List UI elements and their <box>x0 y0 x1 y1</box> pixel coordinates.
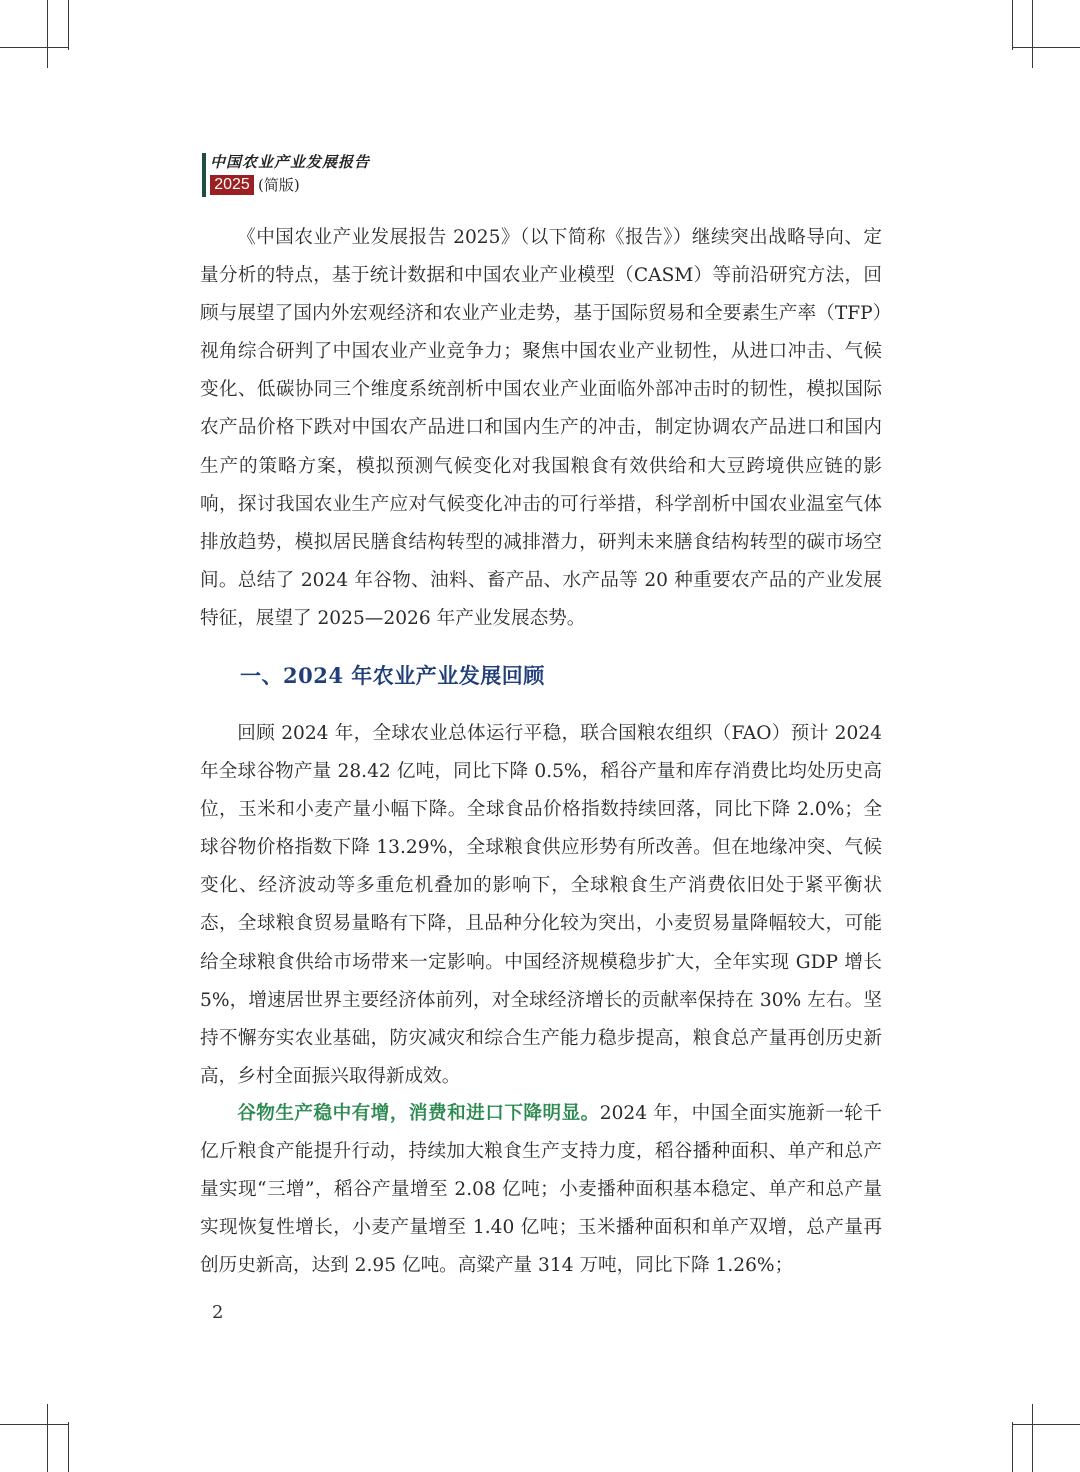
grain-paragraph <box>200 1095 882 1285</box>
crop-mark-top-left-h <box>0 47 68 48</box>
grain-highlight: 谷物生产稳中有增，消费和进口下降明显。 <box>237 1103 600 1124</box>
year-badge: 2025 <box>210 175 254 195</box>
crop-mark-bottom-left-v <box>47 1404 48 1472</box>
edition-label: (简版) <box>258 176 300 194</box>
crop-mark-top-right-v <box>1032 0 1033 68</box>
crop-mark-top-left-v2 <box>68 0 69 50</box>
crop-mark-bottom-right-h <box>1012 1424 1080 1425</box>
crop-mark-bottom-right-v2 <box>1012 1422 1013 1472</box>
header-accent-bar <box>202 153 206 197</box>
crop-mark-bottom-left-h <box>0 1424 68 1425</box>
intro-paragraph: 《中国农业产业发展报告 2025》（以下简称《报告》）继续突出战略导向、定量分析的特点，基于统计数据和中国农业产业模型（CASM）等前沿研究方法，回顾与展望了国内外宏观经济和农业产业走势，基于国际贸易和全要素生产率（TFP）视角综合研判了中国农业产业竞争力；聚焦中国农业产业韧性，从进口冲击、气候变化、低碳协同三个维度系统剖析中国农业产业面临外部冲击时的韧性，模拟国际农产品价格下跌对中国农产品进口和国内生产的冲击，制定协调农产品进口和国内生产的策略方案，模拟预测气候变化对我国粮食有效供给和大豆跨境供应链的影响，探讨我国农业生产应对气候变化冲击的可行举措，科学剖析中国农业温室气体排放趋势，模拟居民膳食结构转型的减排潜力，研判未来膳食结构转型的碳市场空间。总结了 2024 年谷物、油料、畜产品、水产品等 20 种重要农产品的产业发展特征，展望了 2025—2026 年产业发展态势。 <box>200 227 882 629</box>
section-heading: 一、2024 年农业产业发展回顾 <box>240 663 545 688</box>
report-title: 中国农业产业发展报告 <box>210 153 371 171</box>
crop-mark-bottom-left-v2 <box>68 1422 69 1472</box>
crop-mark-top-right-h <box>1012 47 1080 48</box>
page-number: 2 <box>212 1302 224 1323</box>
crop-mark-top-left-v <box>47 0 48 68</box>
crop-mark-top-right-v2 <box>1012 0 1013 50</box>
crop-mark-bottom-right-v <box>1032 1404 1033 1472</box>
review-paragraph: 回顾 2024 年，全球农业总体运行平稳，联合国粮农组织（FAO）预计 2024 年全球谷物产量 28.42 亿吨，同比下降 0.5%，稻谷产量和库存消费比均处历史高位，玉米和小麦产量小幅下降。全球食品价格指数持续回落，同比下降 2.0%；全球谷物价格指数下降 13.29%，全球粮食供应形势有所改善。但在地缘冲突、气候变化、经济波动等多重危机叠加的影响下，全球粮食生产消费依旧处于紧平衡状态，全球粮食贸易量略有下降，且品种分化较为突出，小麦贸易量降幅较大，可能给全球粮食供给市场带来一定影响。中国经济规模稳步扩大，全年实现 GDP 增长 5%，增速居世界主要经济体前列，对全球经济增长的贡献率保持在 30% 左右。坚持不懈夯实农业基础，防灾减灾和综合生产能力稳步提高，粮食总产量再创历史新高，乡村全面振兴取得新成效。 <box>200 723 882 1087</box>
grain-body: 2024 年，中国全面实施新一轮千亿斤粮食产能提升行动，持续加大粮食生产支持力度，稻谷播种面积、单产和总产量实现“三增”，稻谷产量增至 2.08 亿吨；小麦播种面积基本稳定、单产和总产量实现恢复性增长，小麦产量增至 1.40 亿吨；玉米播种面积和单产双增，总产量再创历史新高，达到 2.95 亿吨。高粱产量 314 万吨，同比下降 1.26%； <box>200 1103 882 1277</box>
